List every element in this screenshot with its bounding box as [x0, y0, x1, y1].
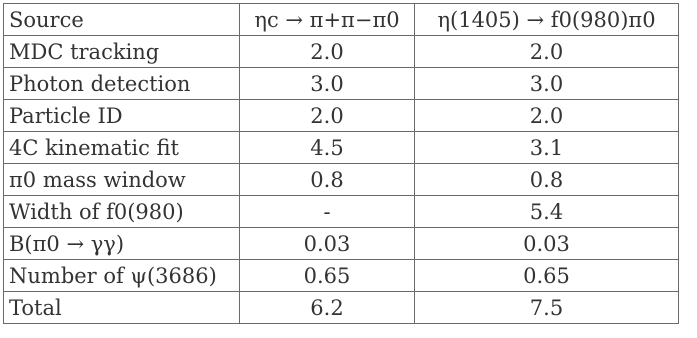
row-source: B(π0 → γγ): [4, 228, 240, 260]
etac-value: 4.5: [240, 132, 415, 164]
eta1405-value: 0.03: [415, 228, 679, 260]
table-row-total: [4, 292, 679, 324]
row-source: Number of ψ(3686): [4, 260, 240, 292]
row-source: Total: [4, 292, 240, 324]
table-row: [4, 132, 679, 164]
table-row: [4, 228, 679, 260]
table-row: [4, 36, 679, 68]
eta1405-value: 0.8: [415, 164, 679, 196]
table-row: [4, 68, 679, 100]
etac-value: 3.0: [240, 68, 415, 100]
table-row: [4, 196, 679, 228]
row-source: π0 mass window: [4, 164, 240, 196]
table-row: [4, 100, 679, 132]
table-row: [4, 260, 679, 292]
eta1405-value: 2.0: [415, 100, 679, 132]
eta1405-value: 3.0: [415, 68, 679, 100]
etac-value: -: [240, 196, 415, 228]
etac-value: 6.2: [240, 292, 415, 324]
row-source: 4C kinematic fit: [4, 132, 240, 164]
row-source: MDC tracking: [4, 36, 240, 68]
etac-value: 0.65: [240, 260, 415, 292]
eta1405-value: 3.1: [415, 132, 679, 164]
etac-value: 0.8: [240, 164, 415, 196]
eta1405-value: 2.0: [415, 36, 679, 68]
systematic-uncertainty-table-container: [3, 3, 679, 324]
eta1405-value: 7.5: [415, 292, 679, 324]
eta1405-value: 5.4: [415, 196, 679, 228]
header-row: [4, 4, 679, 36]
row-source: Particle ID: [4, 100, 240, 132]
header-eta1405-channel: η(1405) → f0(980)π0: [415, 4, 679, 36]
systematic-uncertainty-table: [3, 3, 679, 324]
table-row: [4, 164, 679, 196]
etac-value: 2.0: [240, 100, 415, 132]
header-etac-channel: ηc → π+π−π0: [240, 4, 415, 36]
row-source: Width of f0(980): [4, 196, 240, 228]
eta1405-value: 0.65: [415, 260, 679, 292]
header-source: Source: [4, 4, 240, 36]
row-source: Photon detection: [4, 68, 240, 100]
etac-value: 2.0: [240, 36, 415, 68]
etac-value: 0.03: [240, 228, 415, 260]
